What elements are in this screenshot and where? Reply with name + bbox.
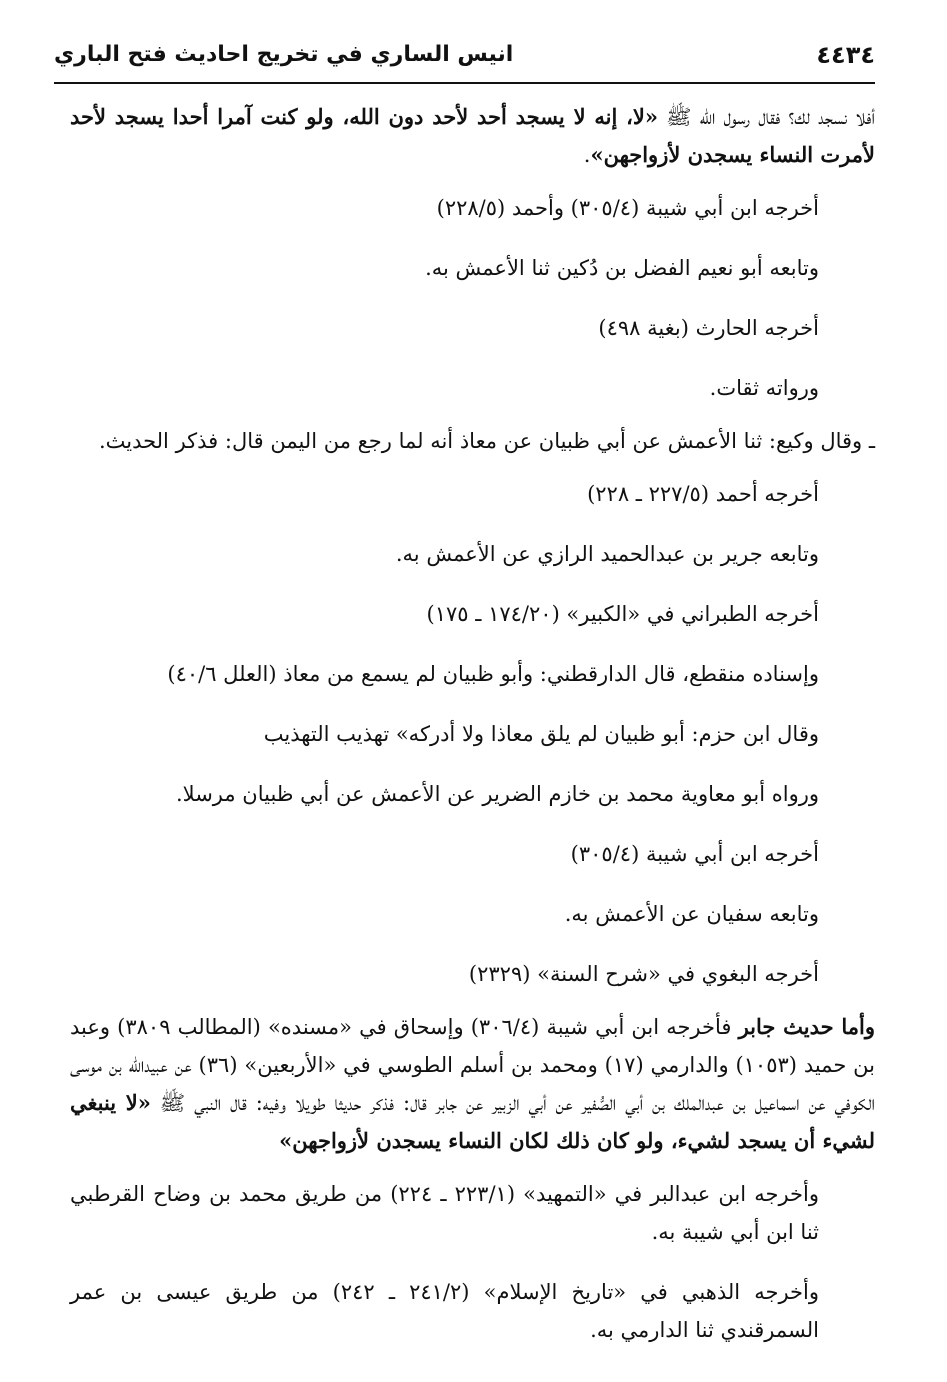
paragraph: وإسناده منقطع، قال الدارقطني: وأبو ظبيان لم يسمع من معاذ (العلل ٤٠/٦) (167, 662, 819, 686)
prophetic-saying: «لا، إنه لا يسجد أحد لأحد دون الله، ولو كنت آمرا أحدا يسجد لأحد لأمرت النساء يسجدن لأزواجهن» (70, 104, 875, 167)
paragraph-text: فأخرجه ابن أبي شيبة (٣٠٦/٤) وإسحاق في «مسنده» (المطالب ٣٨٠٩) وعبد بن حميد (١٠٥٣) والدارمي (١٧) ومحمد بن أسلم الطوسي في «الأربعين» (٣٦) عن عبيدالله بن موسى الكوفي عن اسماعيل بن عبدالملك بن أبي الصُّفير عن أبي الزبير عن جابر قال: فذكر حديثا طويلا وفيه: قال النبي ﷺ (70, 1015, 875, 1115)
book-title: انيس الساري في تخريج احاديث فتح الباري (54, 42, 514, 67)
paragraph: وتابعه أبو نعيم الفضل بن دُكين ثنا الأعمش به. (425, 256, 819, 280)
running-header (54, 36, 875, 78)
paragraph: ورواه أبو معاوية محمد بن خازم الضرير عن الأعمش عن أبي ظبيان مرسلا. (175, 782, 819, 806)
paragraph: أخرجه ابن أبي شيبة (٣٠٥/٤) وأحمد (٢٢٨/٥) (436, 196, 819, 220)
paragraph: أخرجه ابن أبي شيبة (٣٠٥/٤) (570, 842, 819, 866)
paragraph: أخرجه الطبراني في «الكبير» (١٧٤/٢٠ ـ ١٧٥) (426, 602, 819, 626)
paragraph: أخرجه أحمد (٢٢٧/٥ ـ ٢٢٨) (587, 482, 819, 506)
paragraph: وتابعه جرير بن عبدالحميد الرازي عن الأعمش به. (395, 542, 819, 566)
page-number: ٤٤٣٤ (816, 41, 875, 69)
paragraph-jabir-hadith (70, 1004, 875, 1164)
paragraph: أخرجه البغوي في «شرح السنة» (٢٣٢٩) (468, 962, 819, 986)
paragraph: وأخرجه الذهبي في «تاريخ الإسلام» (٢٤١/٢ ـ ٢٤٢) من طريق عيسى بن عمر السمرقندي ثنا الدارمي به. (70, 1280, 819, 1342)
paragraph-text: أفلا نسجد لك؟ فقال رسول الله ﷺ (657, 105, 875, 129)
paragraph: وتابعه سفيان عن الأعمش به. (564, 902, 819, 926)
paragraph: ـ وقال وكيع: ثنا الأعمش عن أبي ظبيان عن معاذ أنه لما رجع من اليمن قال: فذكر الحديث. (98, 429, 875, 453)
paragraph-text: . (583, 143, 591, 167)
paragraph: ورواته ثقات. (709, 376, 819, 400)
section-lead: وأما حديث جابر (738, 1014, 876, 1039)
paragraph: أخرجه الحارث (بغية ٤٩٨) (598, 316, 819, 340)
prophetic-saying: «لا ينبغي لشيء أن يسجد لشيء، ولو كان ذلك لكان النساء يسجدن لأزواجهن» (70, 1090, 875, 1153)
header-rule (54, 82, 875, 84)
paragraph: وقال ابن حزم: أبو ظبيان لم يلق معاذا ولا أدركه» تهذيب التهذيب (263, 722, 819, 746)
page-body (70, 98, 875, 1360)
paragraph: وأخرجه ابن عبدالبر في «التمهيد» (٢٢٣/١ ـ ٢٢٤) من طريق محمد بن وضاح القرطبي ثنا ابن أبي شيبة به. (70, 1182, 819, 1244)
paragraph-hadith-text (70, 98, 875, 178)
